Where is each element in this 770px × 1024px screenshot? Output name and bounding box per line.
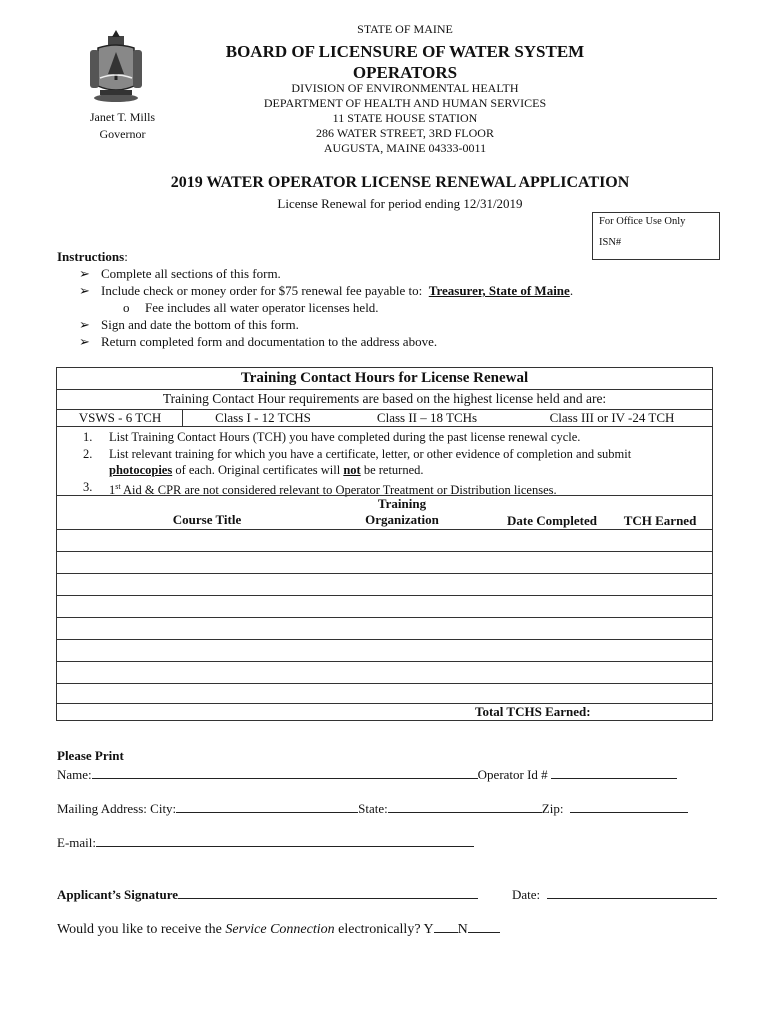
no-field[interactable]: [468, 920, 500, 933]
instructions: [57, 248, 573, 350]
form-title: 2019 WATER OPERATOR LICENSE RENEWAL APPLICATION: [170, 174, 630, 191]
class-requirement: VSWS - 6 TCH: [78, 410, 162, 425]
column-header-line: Organization: [365, 512, 439, 527]
instruction-item: [57, 265, 573, 282]
signature-field[interactable]: [178, 886, 478, 899]
instruction-period: .: [569, 283, 574, 298]
name-label: Name:: [57, 767, 92, 782]
name-field[interactable]: [92, 766, 478, 779]
zip-label: Zip:: [541, 801, 564, 816]
arrow-bullet-icon: ➢: [79, 266, 90, 281]
address-row: [57, 800, 727, 817]
note-number: 2.: [83, 446, 93, 461]
note-text: of each. Original certificates will: [175, 463, 341, 477]
electronic-question: Would you like to receive the: [57, 922, 222, 937]
note-text: be returned.: [363, 463, 424, 477]
instruction-item: [57, 282, 573, 299]
note-number: 1.: [83, 430, 93, 444]
email-row: [57, 834, 557, 851]
column-header-date-completed: Date Completed: [507, 513, 597, 528]
zip-field[interactable]: [570, 800, 688, 813]
arrow-bullet-icon: ➢: [79, 283, 90, 298]
note-text: 1: [109, 482, 116, 497]
instruction-text: Sign and date the bottom of this form.: [101, 317, 299, 332]
column-header-training-organization: [347, 496, 457, 528]
address-line: DEPARTMENT OF HEALTH AND HUMAN SERVICES: [263, 96, 547, 110]
date-row: [512, 886, 717, 903]
yes-field[interactable]: [434, 920, 458, 933]
office-use-box: [592, 212, 720, 260]
course-entry-row[interactable]: [57, 640, 712, 660]
note-text: List Training Contact Hours (TCH) you have completed during the past license renewal cycle.: [109, 430, 581, 444]
state-field[interactable]: [388, 800, 542, 813]
electronic-delivery-row: [57, 920, 500, 938]
electronic-question-end: electronically? Y: [338, 922, 434, 937]
column-header-tch-earned: TCH Earned: [623, 513, 697, 528]
course-entry-row[interactable]: [57, 596, 712, 616]
board-name-line2: OPERATORS: [352, 63, 458, 82]
board-name-line1: BOARD OF LICENSURE OF WATER SYSTEM: [225, 42, 585, 61]
instruction-item: [57, 316, 573, 333]
date-field[interactable]: [547, 886, 717, 899]
course-entry-row[interactable]: [57, 574, 712, 594]
note-text: List relevant training for which you have a certificate, letter, or other evidence of completion and submit: [109, 446, 632, 461]
city-field[interactable]: [176, 800, 358, 813]
instruction-item: [57, 333, 573, 350]
operator-id-field[interactable]: [551, 766, 677, 779]
course-entry-row[interactable]: [57, 684, 712, 702]
note-superscript: st: [115, 481, 121, 491]
email-label: E-mail:: [57, 835, 96, 850]
column-header-course-title: Course Title: [172, 512, 242, 527]
address-block: [205, 81, 605, 156]
name-row: [57, 766, 717, 783]
course-entry-row[interactable]: [57, 530, 712, 550]
publication-name: Service Connection: [225, 922, 335, 937]
training-requirement: Training Contact Hour requirements are based on the highest license held and are:: [162, 391, 607, 406]
signature-label: Applicant’s Signature: [57, 887, 178, 902]
class-requirement: Class II – 18 TCHs: [376, 410, 478, 425]
instructions-colon: :: [124, 249, 128, 264]
column-header-line: Training: [377, 496, 427, 511]
instruction-text: Complete all sections of this form.: [101, 266, 281, 281]
address-line: 11 STATE HOUSE STATION: [332, 111, 478, 125]
no-label: N: [457, 922, 468, 937]
form-subtitle: License Renewal for period ending 12/31/2019: [277, 196, 523, 211]
state-name: STATE OF MAINE: [357, 22, 453, 36]
not-emphasis: not: [343, 463, 361, 477]
training-title: Training Contact Hours for License Renewal: [240, 370, 529, 386]
training-note: [83, 446, 703, 479]
isn-label: ISN#: [599, 237, 622, 248]
training-table: [56, 367, 713, 721]
photocopies-emphasis: photocopies: [109, 463, 173, 477]
state-label: State:: [358, 801, 388, 816]
instruction-text: Return completed form and documentation to the address above.: [101, 334, 438, 349]
governor-title: Governor: [99, 127, 146, 141]
please-print-label: Please Print: [57, 748, 124, 763]
office-use-label: For Office Use Only: [599, 216, 686, 227]
instructions-heading: Instructions: [57, 249, 125, 264]
date-label: Date:: [512, 887, 541, 902]
governor-name: Janet T. Mills: [89, 110, 156, 124]
arrow-bullet-icon: ➢: [79, 317, 90, 332]
note-number: 3.: [83, 479, 93, 494]
mailing-city-label: Mailing Address: City:: [57, 801, 177, 816]
instruction-text: Include check or money order for $75 renewal fee payable to:: [101, 283, 423, 298]
course-entry-row[interactable]: [57, 618, 712, 638]
address-line: AUGUSTA, MAINE 04333-0011: [323, 141, 487, 155]
circle-bullet-icon: o: [123, 300, 130, 315]
instruction-text: Fee includes all water operator licenses held.: [145, 300, 379, 315]
training-note: [83, 429, 703, 446]
class-requirement: Class I - 12 TCHS: [215, 410, 311, 425]
training-notes: [83, 429, 703, 498]
class-requirement: Class III or IV -24 TCH: [549, 410, 675, 425]
operator-id-label: Operator Id #: [477, 767, 548, 782]
state-seal-logo: [88, 28, 144, 104]
instruction-subitem: [57, 299, 573, 316]
course-entry-row[interactable]: [57, 662, 712, 682]
total-tchs-label: Total TCHS Earned:: [475, 704, 591, 719]
note-text: Aid & CPR are not considered relevant to Operator Treatment or Distribution licenses.: [123, 482, 557, 497]
course-entry-row[interactable]: [57, 552, 712, 572]
address-line: 286 WATER STREET, 3RD FLOOR: [316, 126, 494, 140]
arrow-bullet-icon: ➢: [79, 334, 90, 349]
payee-name: Treasurer, State of Maine: [428, 283, 570, 298]
address-line: DIVISION OF ENVIRONMENTAL HEALTH: [291, 81, 519, 95]
email-field[interactable]: [96, 834, 474, 847]
